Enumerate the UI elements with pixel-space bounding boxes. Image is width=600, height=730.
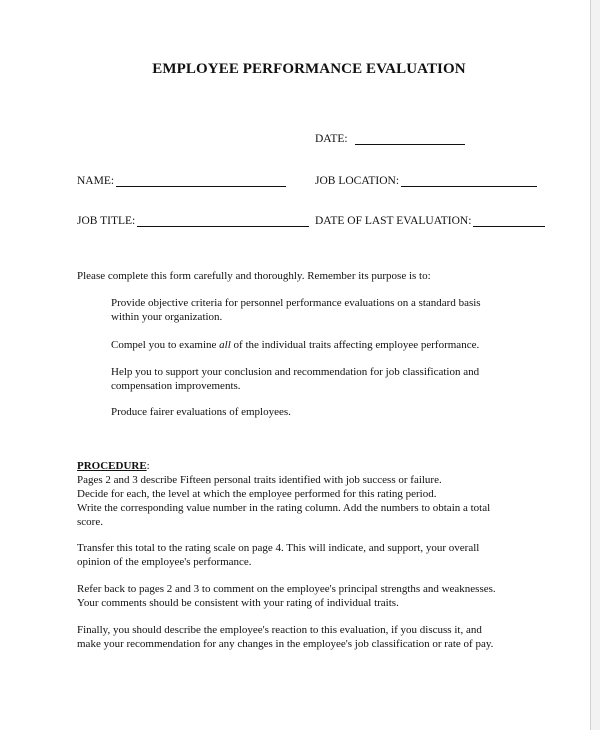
date-line[interactable]	[355, 134, 465, 145]
name-line[interactable]	[116, 176, 286, 187]
procedure-line-1: Pages 2 and 3 describe Fifteen personal traits identified with job success or failure.	[77, 474, 442, 486]
purpose-2-pre: Compel you to examine	[111, 339, 220, 351]
purpose-1-line-2: within your organization.	[111, 311, 223, 323]
procedure-line-4: score.	[77, 516, 103, 528]
purpose-item-1	[111, 296, 481, 324]
procedure-heading-colon: :	[146, 460, 150, 472]
date-last-evaluation-label: DATE OF LAST EVALUATION:	[315, 215, 472, 227]
name-label: NAME:	[77, 175, 115, 187]
page-title: EMPLOYEE PERFORMANCE EVALUATION	[152, 61, 466, 77]
procedure-paragraph-3	[77, 582, 496, 610]
intro-text: Please complete this form carefully and thoroughly. Remember its purpose is to:	[77, 270, 431, 282]
job-title-label: JOB TITLE:	[77, 215, 136, 227]
purpose-item-2	[111, 338, 479, 352]
purpose-1-line-1: Provide objective criteria for personnel performance evaluations on a standard basis	[111, 297, 481, 309]
page-edge-shadow	[591, 0, 600, 730]
purpose-item-4: Produce fairer evaluations of employees.	[111, 406, 291, 418]
para3-line-1: Refer back to pages 2 and 3 to comment on the employee's principal strengths and weaknesses.	[77, 583, 496, 595]
name-field[interactable]	[77, 175, 286, 187]
job-title-field[interactable]	[77, 215, 309, 227]
procedure-heading-row	[77, 459, 490, 473]
para4-line-1: Finally, you should describe the employee's reaction to this evaluation, if you discuss it, and	[77, 624, 482, 636]
procedure-heading: PROCEDURE	[77, 460, 147, 472]
procedure-paragraph-4	[77, 623, 493, 651]
procedure-paragraph-2	[77, 541, 479, 569]
job-title-line[interactable]	[137, 216, 309, 227]
date-field[interactable]	[315, 133, 465, 145]
date-last-evaluation-line[interactable]	[473, 216, 545, 227]
purpose-3-line-2: compensation improvements.	[111, 380, 241, 392]
para3-line-2: Your comments should be consistent with your rating of individual traits.	[77, 597, 399, 609]
para2-line-1: Transfer this total to the rating scale on page 4. This will indicate, and support, your overall	[77, 542, 480, 554]
job-location-field[interactable]	[315, 175, 537, 187]
purpose-2-emphasis: all	[219, 339, 231, 351]
job-location-line[interactable]	[401, 176, 537, 187]
para4-line-2: make your recommendation for any changes in the employee's job classification or rate of pay.	[77, 638, 494, 650]
procedure-line-2: Decide for each, the level at which the employee performed for this rating period.	[77, 488, 437, 500]
job-location-label: JOB LOCATION:	[315, 175, 400, 187]
date-last-evaluation-field[interactable]	[315, 215, 545, 227]
procedure-line-3: Write the corresponding value number in the rating column. Add the numbers to obtain a total	[77, 502, 491, 514]
purpose-2-post: of the individual traits affecting employee performance.	[230, 339, 480, 351]
purpose-item-3	[111, 365, 479, 393]
date-label: DATE:	[315, 133, 348, 145]
procedure-section	[77, 459, 490, 529]
purpose-3-line-1: Help you to support your conclusion and recommendation for job classification and	[111, 366, 480, 378]
para2-line-2: opinion of the employee's performance.	[77, 556, 252, 568]
